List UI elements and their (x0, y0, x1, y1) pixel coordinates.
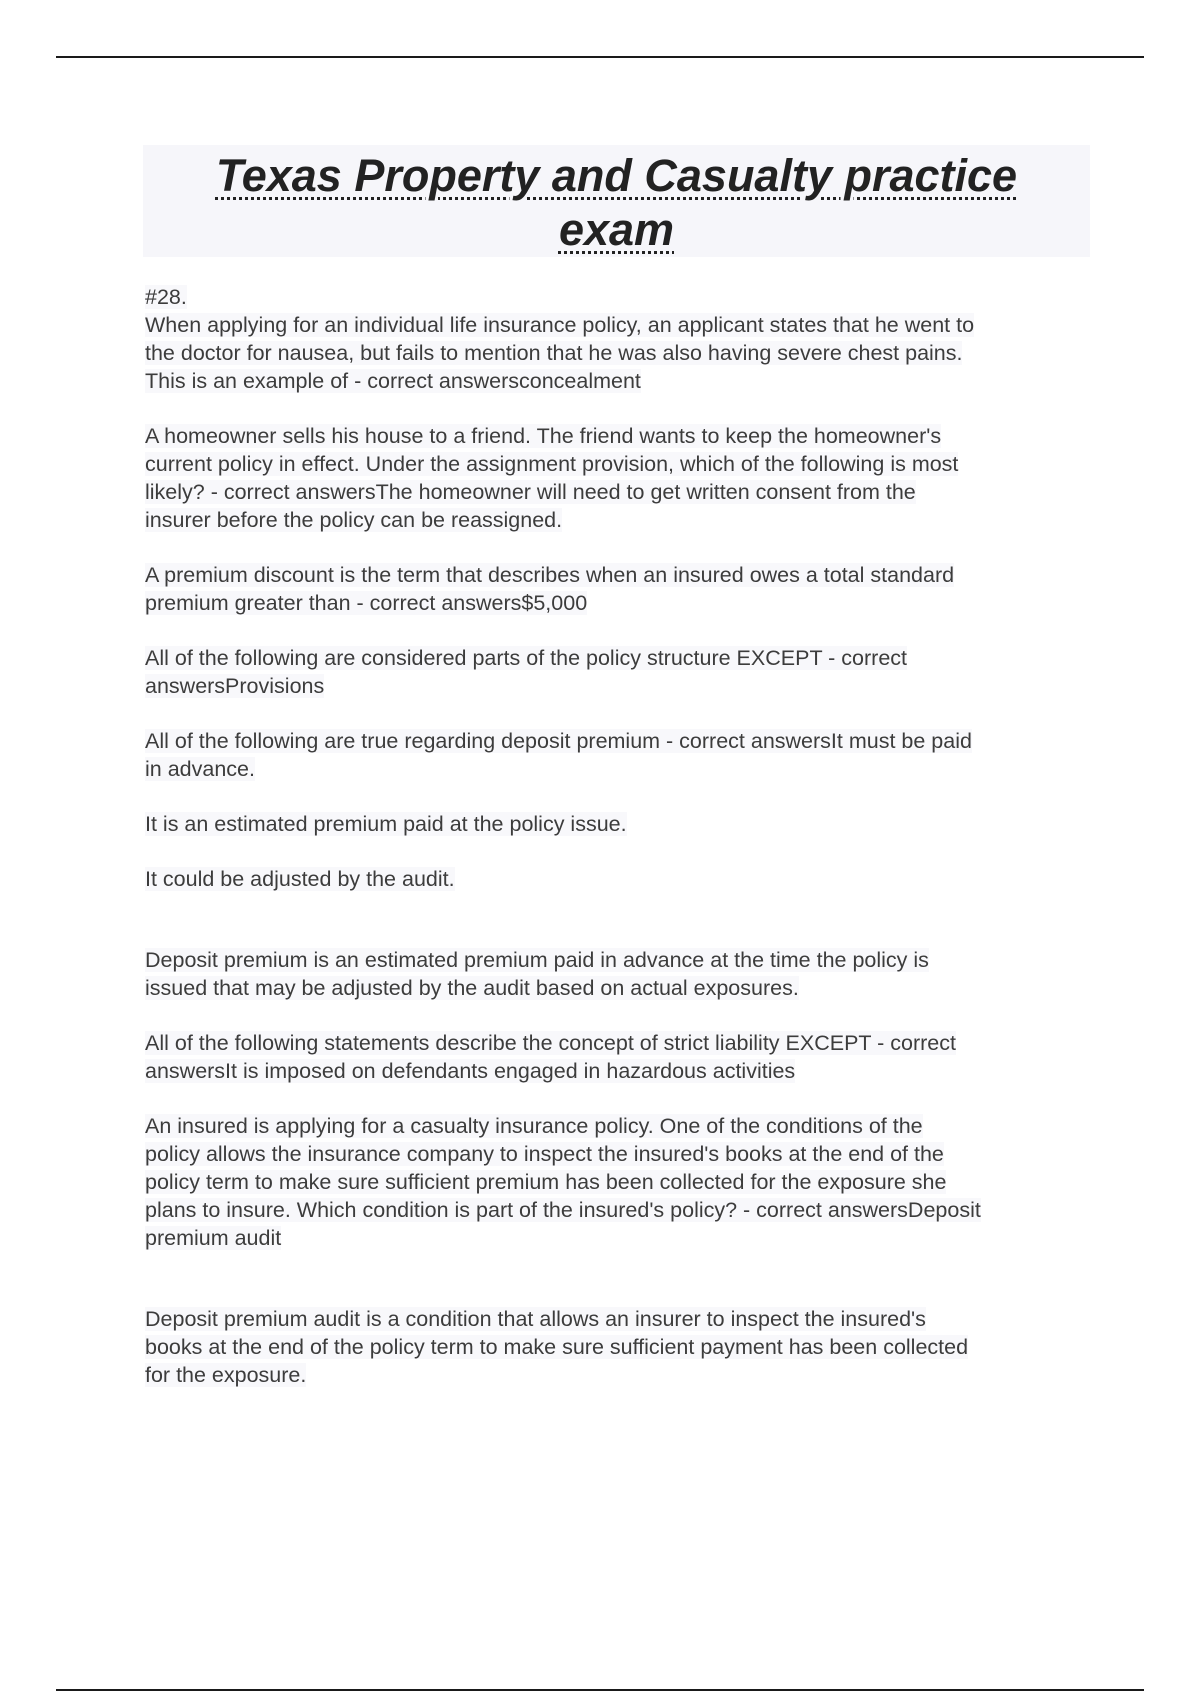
text-line: It could be adjusted by the audit. (145, 867, 455, 891)
text-line: All of the following are true regarding deposit premium - correct answersIt must be paid (145, 729, 972, 753)
top-rule (56, 56, 1144, 58)
text-line: books at the end of the policy term to make sure sufficient payment has been collected (145, 1335, 969, 1359)
document-body (145, 283, 1095, 1416)
text-line: plans to insure. Which condition is part of the insured's policy? - correct answersDeposit (145, 1198, 981, 1222)
paragraph-audit-explanation (145, 1305, 1095, 1389)
title-banner (143, 145, 1090, 257)
text-line: All of the following statements describe the concept of strict liability EXCEPT - correct (145, 1031, 956, 1055)
text-line: #28. (145, 285, 187, 309)
text-line: policy term to make sure sufficient premium has been collected for the exposure she (145, 1170, 947, 1194)
text-line: An insured is applying for a casualty insurance policy. One of the conditions of the (145, 1114, 923, 1138)
document-title: Texas Property and Casualty practice exam (215, 150, 1018, 255)
text-line: A premium discount is the term that describes when an insured owes a total standard (145, 563, 955, 587)
text-line: When applying for an individual life insurance policy, an applicant states that he went to (145, 313, 975, 337)
text-line: A homeowner sells his house to a friend. The friend wants to keep the homeowner's (145, 424, 942, 448)
text-line: policy allows the insurance company to inspect the insured's books at the end of the (145, 1142, 944, 1166)
paragraph-strict-liability (145, 1029, 1095, 1085)
paragraph-deposit-explanation (145, 946, 1095, 1002)
text-line: in advance. (145, 757, 255, 781)
text-line: for the exposure. (145, 1363, 307, 1387)
paragraph-question-28 (145, 283, 1095, 395)
text-line: answersProvisions (145, 674, 325, 698)
bottom-rule (56, 1689, 1144, 1691)
text-line: current policy in effect. Under the assignment provision, which of the following is most (145, 452, 959, 476)
paragraph-deposit-premium (145, 727, 1095, 783)
text-line: the doctor for nausea, but fails to mention that he was also having severe chest pains. (145, 341, 963, 365)
text-line: Deposit premium is an estimated premium paid in advance at the time the policy is (145, 948, 929, 972)
paragraph-casualty-policy (145, 1112, 1095, 1252)
text-line: likely? - correct answersThe homeowner will need to get written consent from the (145, 480, 916, 504)
text-line: issued that may be adjusted by the audit based on actual exposures. (145, 976, 799, 1000)
paragraph-estimated-premium (145, 810, 1095, 838)
text-line: All of the following are considered parts of the policy structure EXCEPT - correct (145, 646, 908, 670)
paragraph-premium-discount (145, 561, 1095, 617)
text-line: insurer before the policy can be reassigned. (145, 508, 563, 532)
text-line: answersIt is imposed on defendants engaged in hazardous activities (145, 1059, 796, 1083)
text-line: Deposit premium audit is a condition that allows an insurer to inspect the insured's (145, 1307, 926, 1331)
text-line: premium audit (145, 1226, 282, 1250)
text-line: This is an example of - correct answersconcealment (145, 369, 641, 393)
paragraph-assignment (145, 422, 1095, 534)
text-line: It is an estimated premium paid at the policy issue. (145, 812, 627, 836)
paragraph-policy-structure (145, 644, 1095, 700)
text-line: premium greater than - correct answers$5,000 (145, 591, 588, 615)
paragraph-audit-adjust (145, 865, 1095, 893)
